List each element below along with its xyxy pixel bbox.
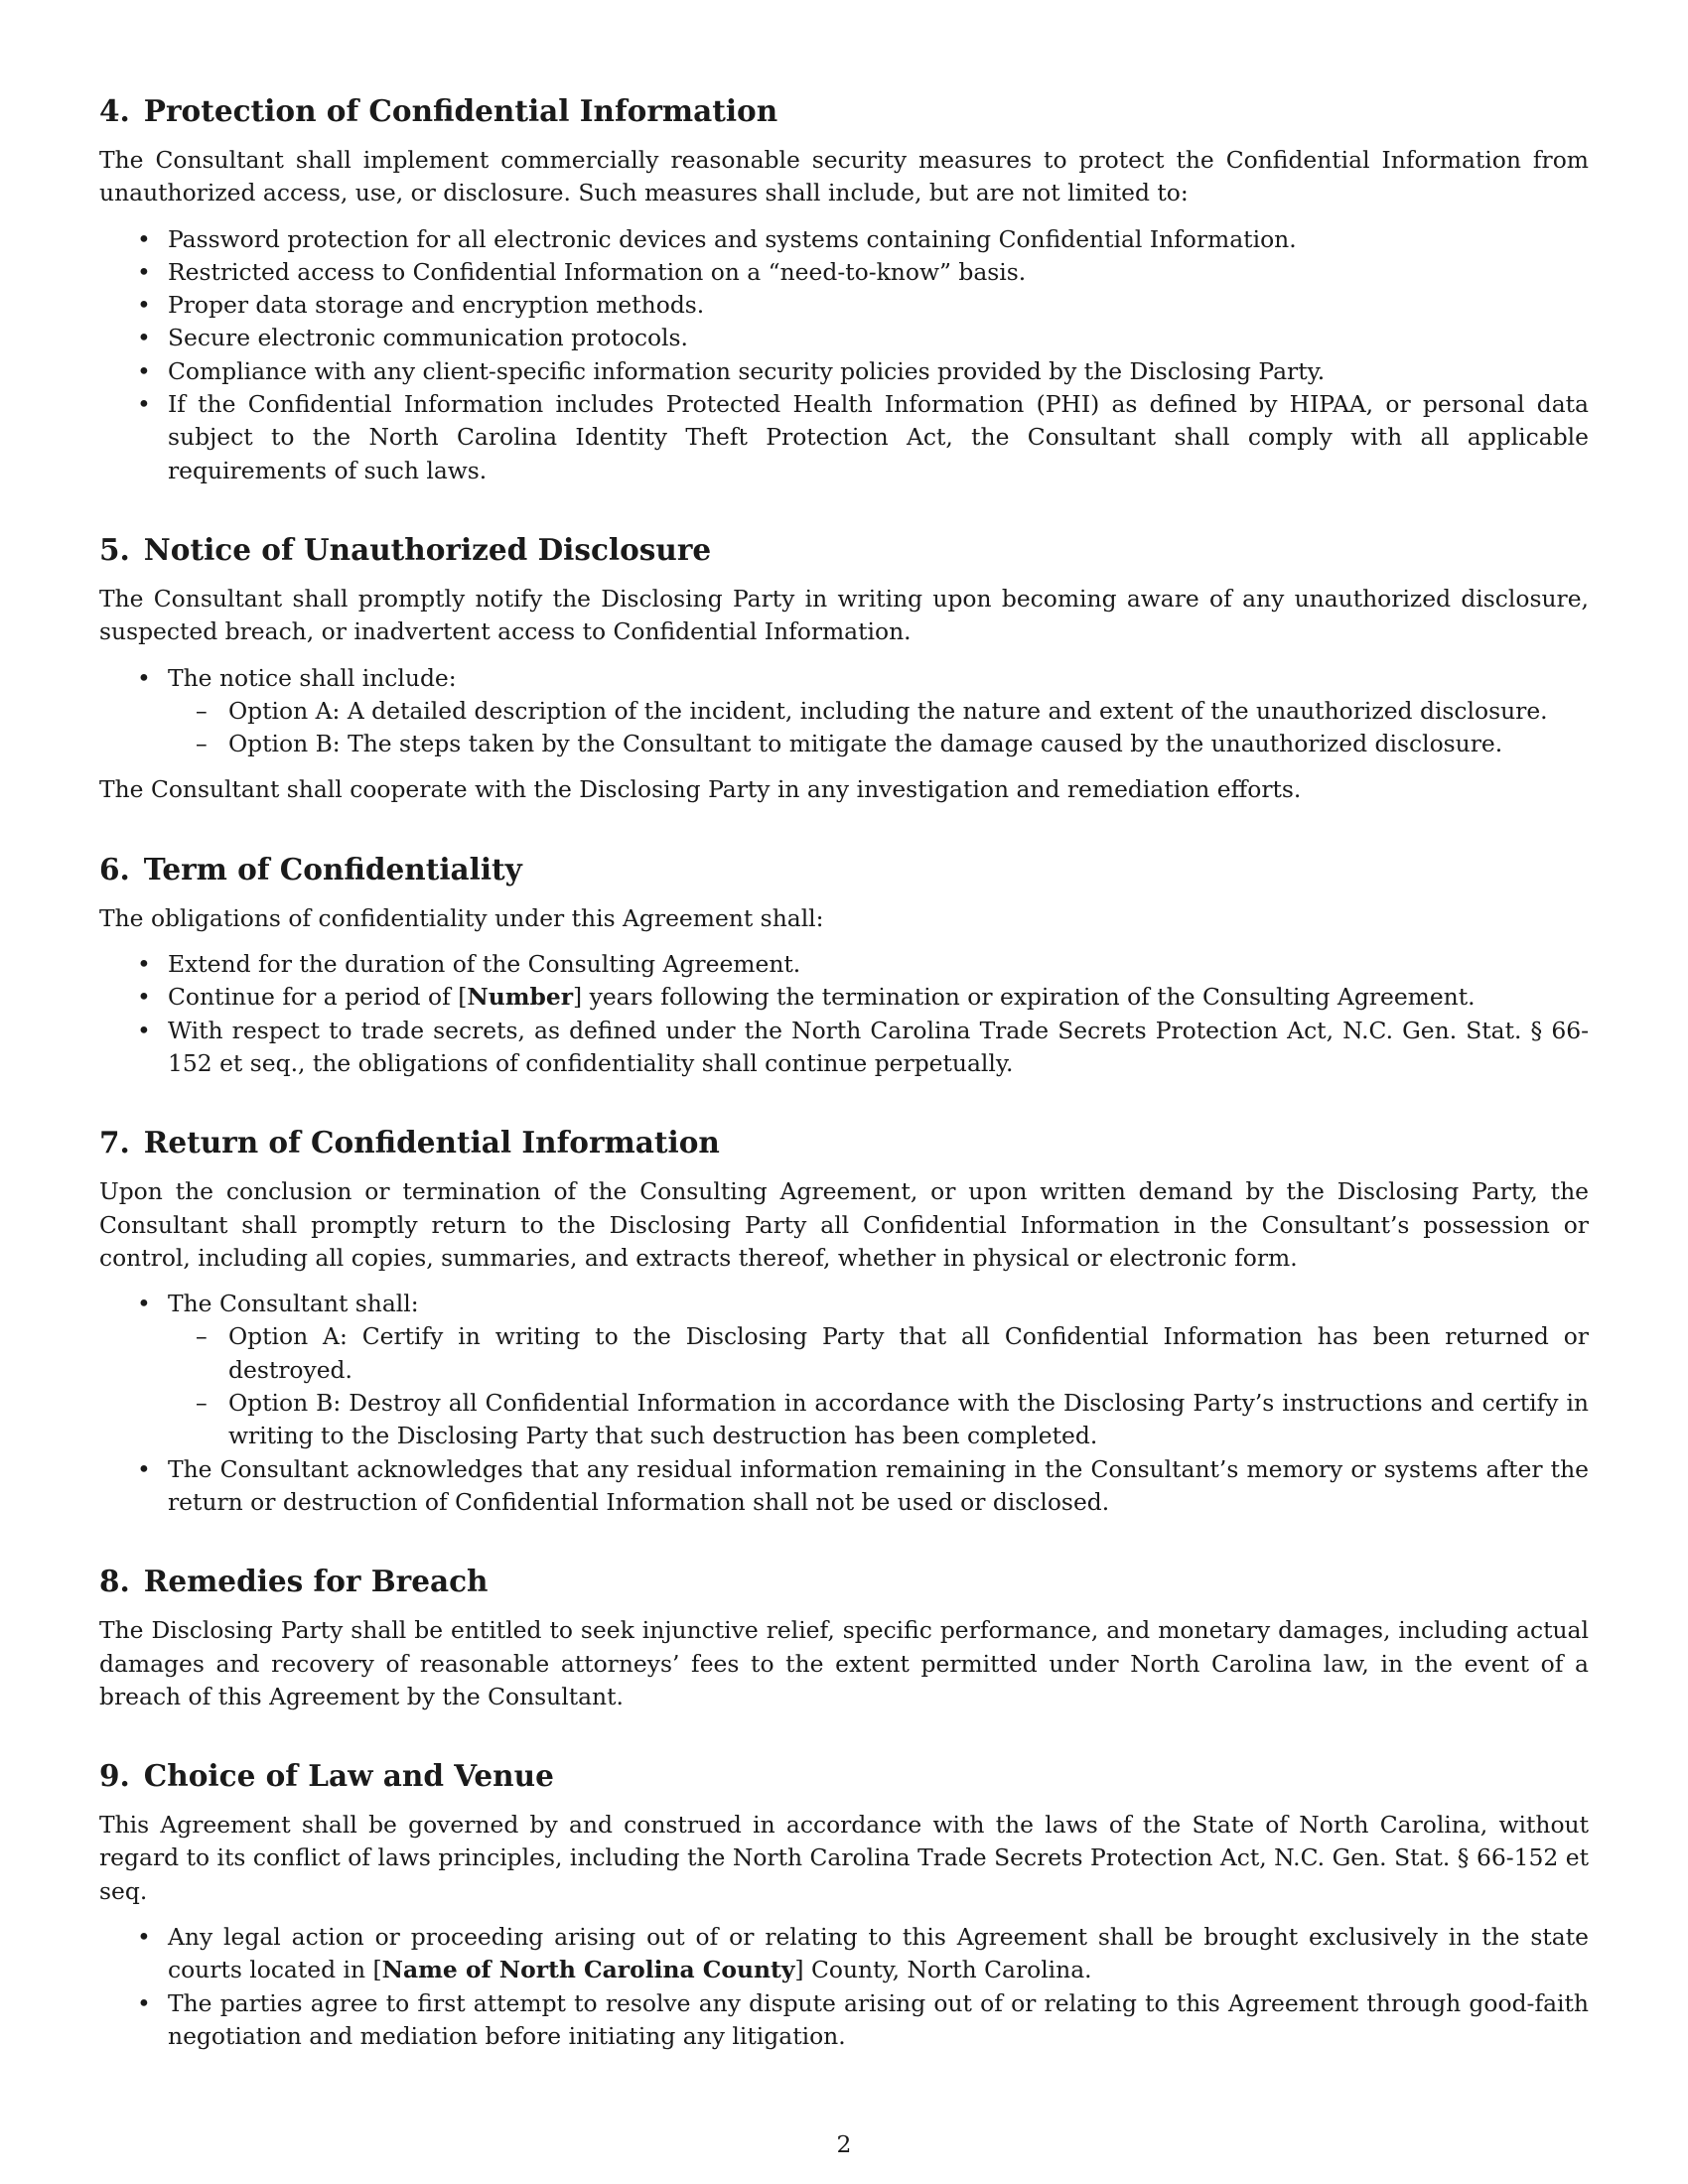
list-item-text: The Consultant shall: [168, 1290, 419, 1318]
list-item: • Proper data storage and encryption methods. [99, 289, 1589, 322]
list-item [99, 662, 1589, 761]
sub-list [168, 1320, 1589, 1452]
section-paragraph: The obligations of confidentiality under this Agreement shall: [99, 903, 824, 932]
section-number: 5. [99, 531, 130, 567]
section-paragraph: The Consultant shall implement commercially reasonable security measures to protect the Confidential Information from unauthorized access, use, or disclosure. Such measures shall include, but are not limited to: [99, 146, 1589, 207]
bullet-list [99, 223, 1589, 487]
placeholder-number: Number [467, 983, 574, 1012]
list-item [99, 981, 1589, 1014]
section-number: 8. [99, 1564, 130, 1599]
list-item: • Restricted access to Confidential Information on a “need-to-know” basis. [99, 256, 1589, 289]
list-item-text: Any legal action or proceeding arising out of or relating to this Agreement shall be brought exclusively in the state courts located in [ [168, 1922, 1589, 1984]
bullet-list [99, 662, 1589, 761]
section-heading [99, 91, 1589, 131]
section-number: 9. [99, 1758, 130, 1794]
list-item-text: ] County, North Carolina. [794, 1956, 1092, 1984]
list-item [99, 1288, 1589, 1452]
section-title: Term of Confidentiality [143, 851, 522, 887]
section-number: 4. [99, 93, 130, 128]
section-heading [99, 1123, 1589, 1162]
list-item: • Secure electronic communication protocols. [99, 322, 1589, 354]
list-item: • With respect to trade secrets, as defined under the North Carolina Trade Secrets Protection Act, N.C. Gen. Stat. § 66-152 et seq., the obligations of confidentiality shall continue perpetually. [99, 1015, 1589, 1081]
section-8 [99, 1562, 1589, 1713]
list-item: • If the Confidential Information includes Protected Health Information (PHI) as defined by HIPAA, or personal data subject to the North Carolina Identity Theft Protection Act, the Consultant shall comply with all applicable requirements of such laws. [99, 388, 1589, 487]
sub-list-item: – Option B: Destroy all Confidential Information in accordance with the Disclosing Party’s instructions and certify in writing to the Disclosing Party that such destruction has been completed. [168, 1387, 1589, 1453]
section-title: Choice of Law and Venue [143, 1758, 554, 1794]
section-title: Return of Confidential Information [143, 1125, 720, 1160]
list-item-text: Continue for a period of [ [168, 983, 468, 1012]
placeholder-county: Name of North Carolina County [381, 1956, 795, 1984]
section-number: 7. [99, 1125, 130, 1160]
section-paragraph: This Agreement shall be governed by and construed in accordance with the laws of the State of North Carolina, without regard to its conflict of laws principles, including the North Carolina Trade Secrets Protection Act, N.C. Gen. Stat. § 66-152 et seq. [99, 1811, 1589, 1905]
section-title: Remedies for Breach [143, 1564, 489, 1599]
section-paragraph: The Consultant shall promptly notify the Disclosing Party in writing upon becoming aware of any unauthorized disclosure, suspected breach, or inadvertent access to Confidential Information. [99, 584, 1589, 646]
section-heading [99, 850, 1589, 889]
section-7 [99, 1123, 1589, 1519]
document-page [99, 91, 1589, 2096]
page-number: 2 [836, 2130, 852, 2158]
bullet-list [99, 1921, 1589, 2053]
sub-list-item: – Option A: Certify in writing to the Disclosing Party that all Confidential Information has been returned or destroyed. [168, 1320, 1589, 1387]
list-item-text: The notice shall include: [168, 663, 457, 692]
list-item-text: ] years following the termination or expiration of the Consulting Agreement. [573, 983, 1476, 1012]
section-6 [99, 850, 1589, 1080]
list-item [99, 1921, 1589, 1987]
section-paragraph: The Consultant shall cooperate with the Disclosing Party in any investigation and remediation efforts. [99, 775, 1302, 804]
sub-list [168, 695, 1589, 761]
section-9 [99, 1756, 1589, 2053]
bullet-list [99, 1288, 1589, 1519]
section-title: Protection of Confidential Information [143, 93, 778, 128]
section-4 [99, 91, 1589, 487]
section-paragraph: The Disclosing Party shall be entitled to seek injunctive relief, specific performance, and monetary damages, including actual damages and recovery of reasonable attorneys’ fees to the extent permitted under North Carolina law, in the event of a breach of this Agreement by the Consultant. [99, 1616, 1589, 1710]
list-item: • Compliance with any client-specific information security policies provided by the Disclosing Party. [99, 355, 1589, 388]
section-heading [99, 1756, 1589, 1796]
list-item: • The Consultant acknowledges that any residual information remaining in the Consultant’s memory or systems after the return or destruction of Confidential Information shall not be used or disclosed. [99, 1453, 1589, 1520]
section-title: Notice of Unauthorized Disclosure [143, 531, 712, 567]
section-heading [99, 530, 1589, 570]
list-item: • The parties agree to first attempt to resolve any dispute arising out of or relating to this Agreement through good-faith negotiation and mediation before initiating any litigation. [99, 1987, 1589, 2054]
sub-list-item: – Option A: A detailed description of the incident, including the nature and extent of the unauthorized disclosure. [168, 695, 1589, 728]
section-5 [99, 530, 1589, 807]
section-paragraph: Upon the conclusion or termination of the Consulting Agreement, or upon written demand by the Disclosing Party, the Consultant shall promptly return to the Disclosing Party all Confidential Information in the Consultant’s possession or control, including all copies, summaries, and extracts thereof, whether in physical or electronic form. [99, 1177, 1589, 1272]
section-heading [99, 1562, 1589, 1601]
section-number: 6. [99, 851, 130, 887]
bullet-list [99, 948, 1589, 1080]
sub-list-item: – Option B: The steps taken by the Consultant to mitigate the damage caused by the unauthorized disclosure. [168, 728, 1589, 760]
list-item: • Extend for the duration of the Consulting Agreement. [99, 948, 1589, 981]
list-item: • Password protection for all electronic devices and systems containing Confidential Information. [99, 223, 1589, 256]
